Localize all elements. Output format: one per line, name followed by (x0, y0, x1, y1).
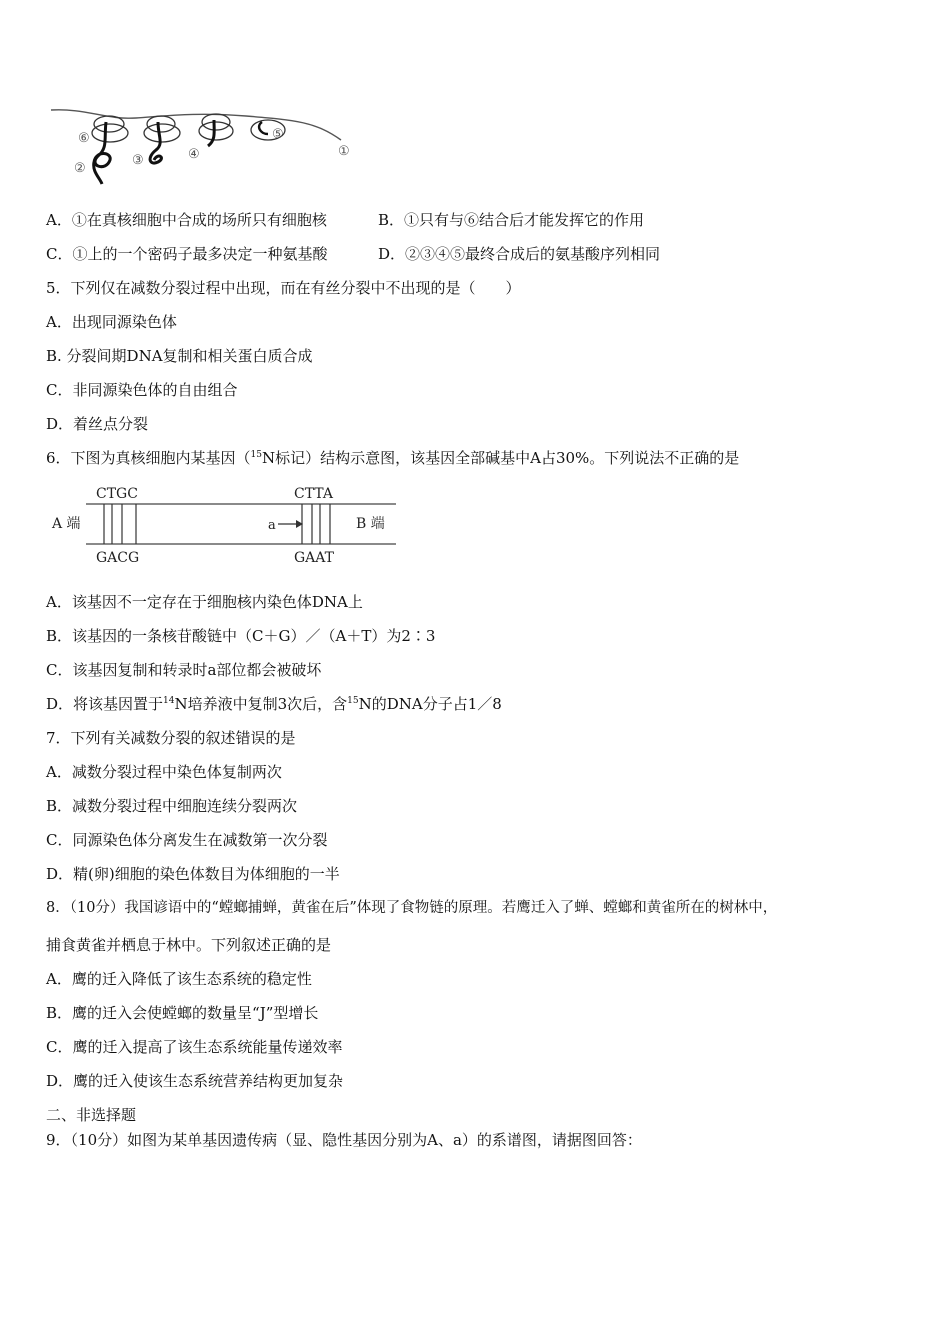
section-title: 二、非选择题 (46, 1106, 137, 1124)
dna-structure-figure (46, 482, 406, 568)
q6-option-c: C．该基因复制和转录时a部位都会被破坏 (46, 661, 322, 679)
q6-option-d-text-3: N的DNA分子占1／8 (358, 695, 502, 713)
q6-option-d-sup1: 14 (163, 696, 175, 706)
dna-end-a: A 端 (52, 516, 81, 532)
q8-stem-line1: 8．（10分）我国谚语中的“螳螂捕蝉，黄雀在后”体现了食物链的原理。若鹰迁入了蝉、螳螂和黄雀所在的树林中， (46, 900, 778, 916)
q7-option-a: A．减数分裂过程中染色体复制两次 (46, 763, 282, 781)
q7-stem: 7．下列有关减数分裂的叙述错误的是 (46, 729, 296, 747)
q5-option-c: C．非同源染色体的自由组合 (46, 381, 238, 399)
label-three: ③ (132, 153, 144, 168)
q6-option-d-sup2: 15 (347, 696, 359, 706)
q8-option-a: A．鹰的迁入降低了该生态系统的稳定性 (46, 970, 312, 988)
q4-option-row-cd (46, 244, 661, 264)
q7-option-d: D．精(卵)细胞的染色体数目为体细胞的一半 (46, 865, 340, 883)
q6-option-d-text: D．将该基因置于 (46, 695, 164, 713)
dna-seq-top-right: CTTA (294, 486, 333, 502)
peptide-chain (208, 120, 214, 146)
q7-option-c: C．同源染色体分离发生在减数第一次分裂 (46, 831, 328, 849)
label-five: ⑤ (272, 127, 284, 142)
label-two: ② (74, 161, 86, 176)
label-four: ④ (188, 147, 200, 162)
q6-stem-sup: 15 (250, 450, 262, 460)
polysome-figure (46, 100, 366, 192)
q5-stem: 5．下列仅在减数分裂过程中出现，而在有丝分裂中不出现的是（ ） (46, 279, 521, 297)
q4-option-row-ab (46, 210, 645, 230)
ribosome (92, 124, 128, 142)
q4-option-a: A．①在真核细胞中合成的场所只有细胞核 (46, 211, 327, 229)
dna-seq-bottom-right: GAAT (294, 550, 334, 566)
q6-option-a: A．该基因不一定存在于细胞核内染色体DNA上 (46, 593, 363, 611)
arrow-a-label: a (268, 518, 276, 533)
q8-option-d: D．鹰的迁入使该生态系统营养结构更加复杂 (46, 1072, 344, 1090)
ribosome (144, 124, 180, 142)
q7-option-b: B．减数分裂过程中细胞连续分裂两次 (46, 797, 298, 815)
dna-seq-top-left: CTGC (96, 486, 138, 502)
q8-option-b: B．鹰的迁入会使螳螂的数量呈“J”型增长 (46, 1004, 319, 1022)
q8-option-c: C．鹰的迁入提高了该生态系统能量传递效率 (46, 1038, 343, 1056)
q5-option-b: B. 分裂间期DNA复制和相关蛋白质合成 (46, 347, 313, 365)
peptide-chain (259, 122, 268, 134)
q8-stem-line2: 捕食黄雀并栖息于林中。下列叙述正确的是 (46, 936, 332, 954)
dna-end-b: B 端 (356, 516, 385, 532)
q6-stem (46, 448, 739, 468)
q6-option-d (46, 694, 502, 714)
peptide-chain (150, 122, 161, 163)
q4-option-b: B．①只有与⑥结合后才能发挥它的作用 (378, 211, 645, 229)
q4-option-c: C．①上的一个密码子最多决定一种氨基酸 (46, 245, 328, 263)
q4-option-d: D．②③④⑤最终合成后的氨基酸序列相同 (378, 245, 661, 263)
q6-option-b: B．该基因的一条核苷酸链中（C＋G）／（A＋T）为2∶3 (46, 627, 436, 645)
ribosome (199, 122, 233, 140)
q5-option-a: A．出现同源染色体 (46, 313, 177, 331)
q9-stem: 9．（10分）如图为某单基因遗传病（显、隐性基因分别为A、a）的系谱图，请据图回答： (46, 1131, 642, 1149)
q5-option-d: D．着丝点分裂 (46, 415, 149, 433)
label-one: ① (338, 144, 350, 159)
dna-seq-bottom-left: GACG (96, 550, 140, 566)
q6-stem-text: 6．下图为真核细胞内某基因（ (46, 449, 251, 467)
q6-stem-text-2: N标记）结构示意图，该基因全部碱基中A占30%。下列说法不正确的是 (262, 449, 740, 467)
q6-option-d-text-2: N培养液中复制3次后，含 (174, 695, 348, 713)
label-six: ⑥ (78, 131, 90, 146)
